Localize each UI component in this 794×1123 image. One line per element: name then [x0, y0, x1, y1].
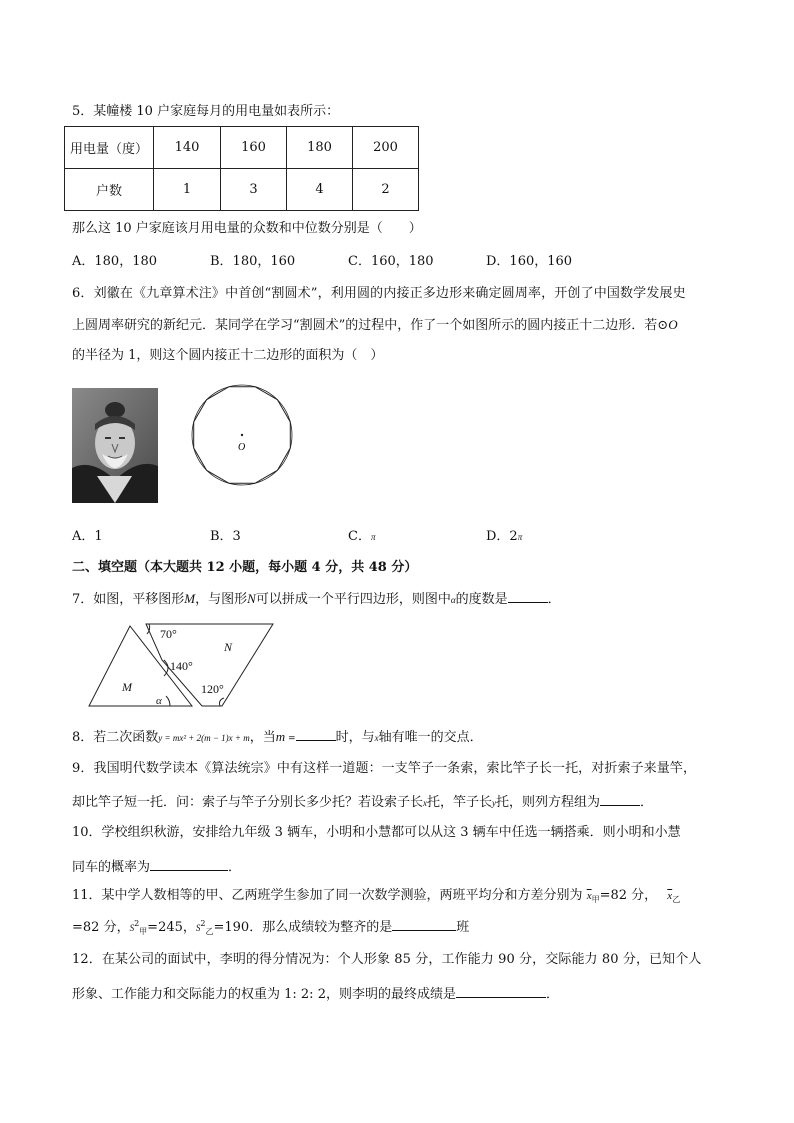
angle-arc-alpha [166, 696, 170, 706]
equals-sign: = [285, 734, 296, 744]
q11-text: =190．那么成绩较为整齐的是 [213, 920, 393, 935]
table-cell-usage: 180 [287, 127, 353, 169]
q10-text: ． [228, 860, 242, 875]
q9-text: 托，竿子长 [427, 795, 493, 810]
answer-blank[interactable] [456, 983, 546, 998]
subscript-yi: 乙 [205, 927, 214, 936]
table-cell-count: 2 [353, 169, 419, 211]
q12-text: 形象、工作能力和交际能力的权重为 1: 2: 2，则李明的最终成绩是 [72, 987, 456, 1002]
q12-line1: 12．在某公司的面试中，李明的得分情况为：个人形象 85 分，工作能力 90 分，交际能力 80 分，已知个人 [72, 952, 702, 967]
answer-blank[interactable] [600, 791, 640, 806]
q8-text: 时，与 [335, 730, 375, 745]
table-header-usage: 用电量（度） [65, 127, 154, 169]
label-n: N [224, 640, 233, 654]
q9-line2 [72, 791, 653, 813]
angle-label-140: 140° [170, 659, 193, 673]
regular-dodecagon-figure [190, 383, 294, 487]
superscript-2: 2 [200, 919, 206, 928]
q9-line1: 9．我国明代数学读本《算法统宗》中有这样一道题：一支竿子一条索，索比竿子长一托，对折索子来量竿， [72, 761, 697, 776]
variance-symbol: S [195, 923, 201, 933]
center-label-o: O [238, 442, 246, 453]
liu-hui-portrait [72, 388, 158, 503]
mean-symbol: $\overline{x}$ [586, 890, 592, 902]
q9-text: 托，则列方程组为 [496, 795, 601, 810]
var-y: y [492, 798, 497, 808]
superscript-2: 2 [134, 919, 140, 928]
q7-text: ，与图形 [195, 592, 248, 607]
q6-option-d-label: D．2 [486, 529, 518, 544]
subscript-jia: 甲 [139, 927, 148, 936]
answer-blank[interactable] [508, 588, 548, 603]
q8-text: ，当 [249, 730, 276, 745]
q7-text: 可以拼成一个平行四边形，则图中 [255, 592, 451, 607]
q9-text: ． [640, 795, 654, 810]
q7-text: 的度数是 [455, 592, 508, 607]
q5-option-c: C．160，180 [348, 254, 434, 269]
section-title: 二、填空题（本大题共 12 小题，每小题 4 分，共 48 分） [72, 560, 418, 575]
quadratic-formula: y = mx² + 2(m − 1)x + m [158, 733, 250, 743]
q11-text: =245， [147, 920, 196, 935]
subscript-jia: 甲 [591, 895, 600, 904]
q12-text: ． [545, 987, 559, 1002]
circle-o-symbol: ⊙O [657, 317, 678, 332]
q8-text: 轴有唯一的交点． [378, 730, 483, 745]
q8-text: 8．若二次函数 [72, 730, 159, 745]
center-point [241, 434, 243, 436]
q11-text: =82 分， [599, 888, 658, 903]
table-row-households [65, 169, 419, 211]
electricity-usage-table [64, 126, 419, 211]
q11-text: 11．某中学人数相等的甲、乙两班学生参加了同一次数学测验，两班平均分和方差分别为 [72, 888, 583, 903]
q5-option-b: B．180，160 [210, 254, 296, 269]
angle-label-70: 70° [160, 627, 177, 641]
answer-blank[interactable] [150, 856, 228, 871]
q9-text: 却比竿子短一托．问：索子与竿子分别长多少托？若设索子长 [72, 795, 424, 810]
table-cell-count: 3 [221, 169, 287, 211]
q6-line2-text: 上圆周率研究的新纪元．某同学在学习“割圆术”的过程中，作了一个如图所示的圆内接正十二边形．若 [72, 318, 658, 333]
var-m: M [184, 591, 196, 606]
table-cell-usage: 200 [353, 127, 419, 169]
alpha-symbol: α [450, 595, 456, 605]
q10-line2 [72, 856, 241, 878]
var-x: x [374, 733, 379, 743]
q6-line1: 6．刘徽在《九章算术注》中首创“割圆术”，利用圆的内接正多边形来确定圆周率，开创了中国数学发展史 [72, 286, 686, 301]
q11-text: =82 分， [72, 920, 130, 935]
mean-symbol: $\overline{x}$ [667, 890, 673, 902]
answer-blank[interactable] [296, 726, 336, 741]
var-n: N [247, 591, 256, 606]
q11-line1 [72, 886, 680, 907]
pi-symbol: π [517, 532, 523, 542]
q12-line2 [72, 983, 559, 1005]
variance-symbol: S [129, 923, 135, 933]
q6-option-b: B．3 [210, 529, 241, 544]
q11-text: 班 [456, 920, 470, 935]
answer-blank[interactable] [392, 916, 456, 931]
q7-text: 7．如图，平移图形 [72, 592, 185, 607]
parallelogram-figure [84, 620, 304, 710]
angle-label-120: 120° [201, 682, 224, 696]
subscript-yi: 乙 [672, 895, 681, 904]
q7-stem [72, 588, 561, 610]
q11-line2 [72, 916, 469, 939]
q8-stem [72, 726, 483, 749]
table-row-usage [65, 127, 419, 169]
q6-line2 [72, 315, 678, 336]
label-alpha: α [156, 695, 162, 707]
q5-option-d: D．160，160 [486, 254, 573, 269]
table-cell-usage: 140 [154, 127, 221, 169]
q10-text: 同车的概率为 [72, 860, 151, 875]
table-header-households: 户数 [65, 169, 154, 211]
q7-text: ． [547, 592, 561, 607]
q5-option-a: A．180，180 [72, 254, 158, 269]
q10-line1: 10．学校组织秋游，安排给九年级 3 辆车，小明和小慧都可以从这 3 辆车中任选一辆搭乘．则小明和小慧 [72, 825, 681, 840]
q6-line3: 的半径为 1，则这个圆内接正十二边形的面积为（ ） [72, 348, 384, 363]
var-m: m [275, 729, 286, 744]
q6-option-c-label: C． [348, 529, 371, 544]
q5-stem: 5．某幢楼 10 户家庭每月的用电量如表所示： [72, 104, 340, 119]
label-m: M [122, 680, 132, 694]
q5-question: 那么这 10 户家庭该月用电量的众数和中位数分别是（ ） [72, 221, 422, 236]
q6-option-a: A．1 [72, 529, 103, 544]
table-cell-count: 4 [287, 169, 353, 211]
var-x: x [423, 798, 428, 808]
q6-option-d [486, 527, 522, 547]
pi-symbol: π [370, 532, 376, 542]
table-cell-count: 1 [154, 169, 221, 211]
q6-option-c [348, 527, 375, 547]
table-cell-usage: 160 [221, 127, 287, 169]
